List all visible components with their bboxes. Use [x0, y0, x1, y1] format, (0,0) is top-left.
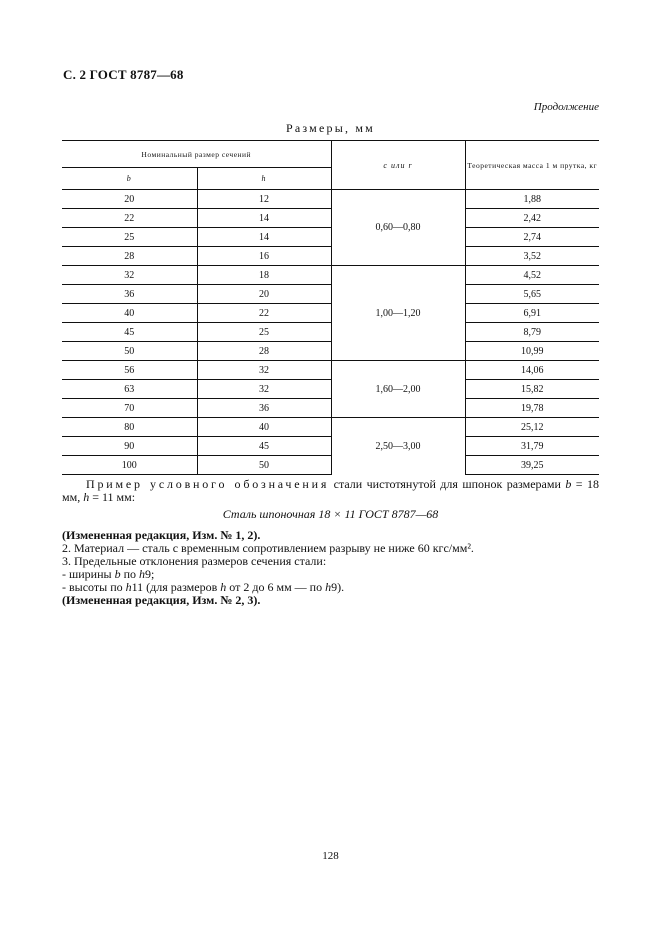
cell-mass: 39,25 — [465, 456, 599, 475]
header-b: b — [62, 168, 197, 190]
cell-b: 45 — [62, 323, 197, 342]
header-c-or-r: с или r — [331, 141, 465, 190]
cell-h: 20 — [197, 285, 331, 304]
cell-b: 70 — [62, 399, 197, 418]
cell-mass: 8,79 — [465, 323, 599, 342]
cell-mass: 4,52 — [465, 266, 599, 285]
cell-b: 56 — [62, 361, 197, 380]
cell-mass: 25,12 — [465, 418, 599, 437]
cell-b: 28 — [62, 247, 197, 266]
table-row — [62, 342, 599, 361]
cell-h: 32 — [197, 380, 331, 399]
table-row — [62, 304, 599, 323]
cell-c-or-r: 0,60—0,80 — [331, 190, 465, 266]
material-note: 2. Материал — сталь с временным сопротивлением разрыву не ниже 60 кгс/мм². — [62, 541, 474, 555]
page-number: 128 — [322, 850, 339, 862]
cell-mass: 10,99 — [465, 342, 599, 361]
table-row — [62, 437, 599, 456]
cell-h: 45 — [197, 437, 331, 456]
cell-mass: 1,88 — [465, 190, 599, 209]
cell-h: 32 — [197, 361, 331, 380]
notes-list — [62, 529, 599, 607]
cell-mass: 14,06 — [465, 361, 599, 380]
cell-b: 20 — [62, 190, 197, 209]
cell-mass: 2,42 — [465, 209, 599, 228]
cell-mass: 19,78 — [465, 399, 599, 418]
continuation-label: Продолжение — [533, 101, 599, 113]
cell-b: 36 — [62, 285, 197, 304]
header-nominal-size: Номинальный размер сечений — [62, 141, 331, 168]
tolerance-note: 3. Предельные отклонения размеров сечения стали: — [62, 554, 327, 568]
page-header: С. 2 ГОСТ 8787—68 — [63, 67, 184, 82]
cell-h: 18 — [197, 266, 331, 285]
table-row — [62, 228, 599, 247]
header-h: h — [197, 168, 331, 190]
table-row — [62, 418, 599, 437]
height-tolerance: - высоты по h11 (для размеров h от 2 до 6 мм — по h9). — [62, 580, 345, 594]
table-row — [62, 266, 599, 285]
table-row — [62, 361, 599, 380]
cell-b: 90 — [62, 437, 197, 456]
cell-c-or-r: 1,00—1,20 — [331, 266, 465, 361]
table-row — [62, 247, 599, 266]
cell-h: 14 — [197, 228, 331, 247]
cell-b: 25 — [62, 228, 197, 247]
example-designation: Сталь шпоночная 18 × 11 ГОСТ 8787—68 — [222, 507, 439, 521]
cell-h: 22 — [197, 304, 331, 323]
cell-c-or-r: 2,50—3,00 — [331, 418, 465, 475]
cell-h: 16 — [197, 247, 331, 266]
cell-h: 28 — [197, 342, 331, 361]
cell-b: 80 — [62, 418, 197, 437]
dimensions-table — [62, 140, 599, 475]
cell-c-or-r: 1,60—2,00 — [331, 361, 465, 418]
cell-b: 100 — [62, 456, 197, 475]
table-row — [62, 285, 599, 304]
cell-b: 63 — [62, 380, 197, 399]
cell-mass: 15,82 — [465, 380, 599, 399]
width-tolerance: - ширины b по h9; — [62, 567, 155, 581]
table-row — [62, 380, 599, 399]
example-paragraph: Пример условного обозначения стали чистотянутой для шпонок размерами b = 18 мм, h = 11 мм: — [62, 477, 599, 504]
cell-h: 14 — [197, 209, 331, 228]
cell-b: 50 — [62, 342, 197, 361]
revision-note-2: (Измененная редакция, Изм. № 2, 3). — [62, 593, 261, 607]
table-caption: Размеры, мм — [286, 121, 375, 135]
table-row — [62, 190, 599, 209]
cell-h: 40 — [197, 418, 331, 437]
cell-h: 36 — [197, 399, 331, 418]
table-row — [62, 323, 599, 342]
table-row — [62, 399, 599, 418]
cell-mass: 6,91 — [465, 304, 599, 323]
header-mass: Теоретическая масса 1 м прутка, кг — [465, 141, 599, 190]
cell-h: 12 — [197, 190, 331, 209]
cell-mass: 5,65 — [465, 285, 599, 304]
cell-h: 50 — [197, 456, 331, 475]
cell-b: 22 — [62, 209, 197, 228]
cell-b: 40 — [62, 304, 197, 323]
cell-mass: 2,74 — [465, 228, 599, 247]
cell-h: 25 — [197, 323, 331, 342]
revision-note-1: (Измененная редакция, Изм. № 1, 2). — [62, 528, 261, 542]
cell-b: 32 — [62, 266, 197, 285]
table-body — [62, 190, 599, 475]
table-row — [62, 209, 599, 228]
cell-mass: 31,79 — [465, 437, 599, 456]
table-row — [62, 456, 599, 475]
cell-mass: 3,52 — [465, 247, 599, 266]
